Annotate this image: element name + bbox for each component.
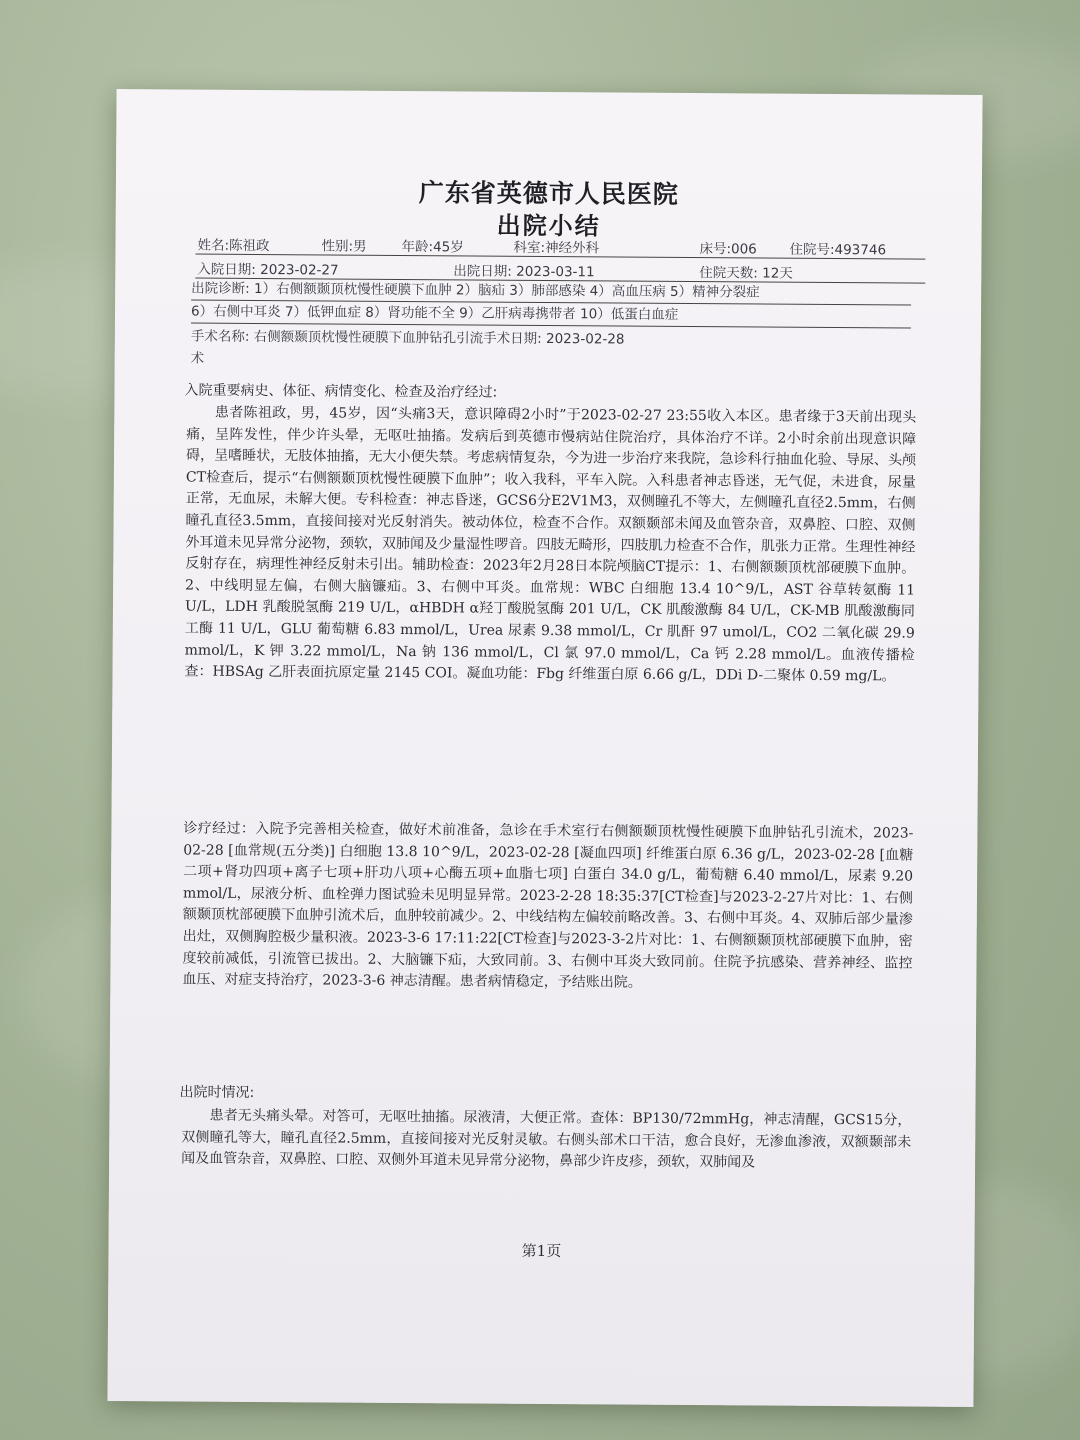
department: 科室:神经外科 bbox=[513, 239, 600, 257]
document-title: 出院小结 bbox=[496, 211, 601, 241]
history-paragraph: 患者陈祖政，男，45岁，因“头痛3天，意识障碍2小时”于2023-02-27 23:55收入本区。患者缘于3天前出现头痛，呈阵发性，伴少许头晕，无呕吐抽搐。发病后到英德市慢病站住院治疗，具体治疗不详。2小时余前出现意识障碍，呈嗜睡状，无肢体抽搐，无大小便失禁。考虑病情复杂，今为进一步治疗来我院，急诊科行抽血化验、导尿、头颅CT检查后，提示“右侧额颞顶枕慢性硬膜下血肿”；收入我科，平车入院。入科患者神志昏迷，无气促，未进食，尿量正常，无血尿，未解大便。专科检查：神志昏迷，GCS6分E2V1M3，双侧瞳孔不等大，左侧瞳孔直径2.5mm，右侧瞳孔直径3.5mm，直接间接对光反射消失。被动体位，检查不合作。双额颞部未闻及血管杂音，双鼻腔、口腔、双侧外耳道未见异常分泌物，颈软，双肺闻及少量湿性啰音。四肢无畸形，四肢肌力检查不合作，肌张力正常。生理性神经反射存在，病理性神经反射未引出。辅助检查：2023年2月28日本院颅脑CT提示：1、右侧额颞顶枕部硬膜下血肿。2、中线明显左偏，右侧大脑镰疝。3、右侧中耳炎。血常规：WBC 白细胞 13.4 10^9/L，AST 谷草转氨酶 11 U/L，LDH 乳酸脱氢酶 219 U/L，αHBDH α羟丁酸脱氢酶 201 U/L，CK 肌酸激酶 84 U/L，CK-MB 肌酸激酶同工酶 11 U/L，GLU 葡萄糖 6.83 mmol/L，Urea 尿素 9.38 mmol/L，Cr 肌酐 97 umol/L，CO2 二氧化碳 29.9 mmol/L，K 钾 3.22 mmol/L，Na 钠 136 mmol/L，Cl 氯 97.0 mmol/L，Ca 钙 2.28 mmol/L。血液传播检查：HBSAg 乙肝表面抗原定量 2145 COI。凝血功能：Fbg 纤维蛋白原 6.66 g/L，DDi D-二聚体 0.59 mg/L。 bbox=[184, 404, 917, 685]
discharge-date: 出院日期: 2023-03-11 bbox=[453, 263, 595, 281]
surgery-name: 手术名称: 右侧额颞顶枕慢性硬膜下血肿钻孔引流手术日期: 2023-02-28 bbox=[190, 328, 625, 348]
history-heading: 入院重要病史、体征、病情变化、检查及治疗经过: bbox=[184, 382, 498, 401]
patient-name: 姓名:陈祖政 bbox=[197, 237, 270, 255]
discharge-status-heading: 出院时情况: bbox=[179, 1084, 255, 1101]
surgery-info bbox=[191, 326, 911, 375]
discharge-status-paragraph: 患者无头痛头晕。对答可，无呕吐抽搐。尿液清，大便正常。查体：BP130/72mmHg，神志清醒，GCS15分，双侧瞳孔等大，瞳孔直径2.5mm，直接间接对光反射灵敏。右侧头部术口干洁，愈合良好，无渗血渗液，双额颞部未闻及血管杂音，双鼻腔、口腔、双侧外耳道未见异常分泌物，鼻部少许皮疹，颈软，双肺闻及 bbox=[181, 1107, 912, 1171]
admit-date: 入院日期: 2023-02-27 bbox=[197, 261, 339, 279]
patient-age: 年龄:45岁 bbox=[401, 238, 464, 256]
diagnosis-line-1: 出院诊断: 1）右侧额颞顶枕慢性硬膜下血肿 2）脑疝 3）肺部感染 4）高血压病 5）精神分裂症 bbox=[191, 278, 911, 306]
page-number: 第1页 bbox=[521, 1241, 562, 1261]
surgery-wrap: 术 bbox=[190, 350, 205, 367]
hospital-name: 广东省英德市人民医院 bbox=[418, 178, 679, 209]
length-of-stay: 住院天数: 12天 bbox=[699, 265, 793, 282]
diagnosis-line-2: 6）右侧中耳炎 7）低钾血症 8）肾功能不全 9）乙肝病毒携带者 10）低蛋白血症 bbox=[191, 301, 911, 329]
treatment-course-paragraph: 诊疗经过：入院予完善相关检查，做好术前准备，急诊在手术室行右侧额颞顶枕慢性硬膜下血肿钻孔引流术，2023-02-28 [血常规(五分类)] 白细胞 13.8 10^9/L，2023-02-28 [凝血四项] 纤维蛋白原 6.36 g/L，2023-02-28 [血糖二项+肾功四项+离子七项+肝功八项+心酶五项+血脂七项] 白蛋白 34.0 g/L，葡萄糖 6.40 mmol/L，尿素 9.20 mmol/L，尿液分析、血栓弹力图试验未见明显异常。2023-2-28 18:35:37[CT检查]与2023-2-27片对比：1、右侧额颞顶枕部硬膜下血肿引流术后，血肿较前减少。2、中线结构左偏较前略改善。3、右侧中耳炎。4、双肺后部少量渗出灶，双侧胸腔极少量积液。2023-3-6 17:11:22[CT检查]与2023-3-2片对比：1、右侧额颞顶枕部硬膜下血肿，密度较前减低，引流管已拔出。2、大脑镰下疝，大致同前。3、右侧中耳炎大致同前。住院予抗感染、营养神经、监控血压、对症支持治疗，2023-3-6 神志清醒。患者病情稳定，予结账出院。 bbox=[182, 820, 914, 991]
discharge-summary-paper bbox=[107, 89, 982, 1407]
patient-sex: 性别:男 bbox=[321, 238, 367, 255]
bed-number: 床号:006 bbox=[699, 241, 757, 258]
inpatient-number: 住院号:493746 bbox=[789, 241, 887, 259]
discharge-diagnosis bbox=[191, 278, 911, 329]
